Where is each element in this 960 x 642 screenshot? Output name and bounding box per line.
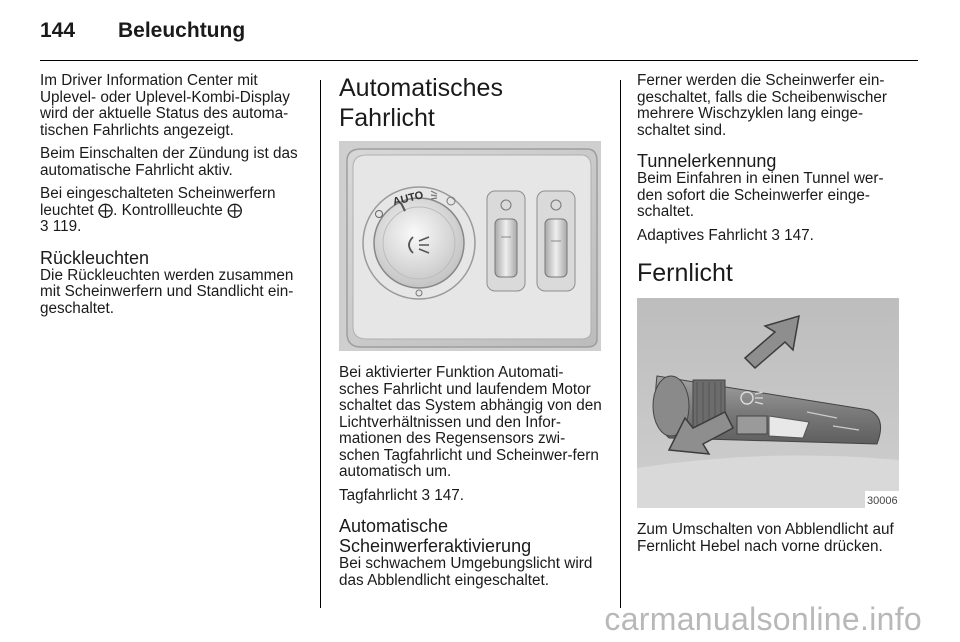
heading-line-2: Scheinwerferaktivierung bbox=[339, 536, 532, 556]
paragraph-wischer: Ferner werden die Scheinwerfer ein-geschaltet, falls die Scheibenwischer mehrere Wischzyklen lang einge-schaltet sind. bbox=[637, 72, 887, 139]
figure-code-30006: 30006 bbox=[867, 495, 898, 507]
page-number: 144 bbox=[40, 19, 76, 42]
heading-fernlicht: Fernlicht bbox=[637, 259, 733, 287]
column-1 bbox=[40, 73, 308, 324]
header-rule bbox=[40, 60, 918, 61]
column-3 bbox=[637, 73, 903, 562]
indicator-line-2: leuchtet ⨁. Kontrollleuchte ⨁ bbox=[40, 201, 243, 219]
heading-automatisches-fahrlicht: Automatisches Fahrlicht bbox=[339, 74, 503, 132]
light-switch-figure bbox=[339, 141, 601, 351]
page-title: Beleuchtung bbox=[118, 19, 246, 42]
paragraph-tagfahrlicht-ref: Tagfahrlicht 3 147. bbox=[339, 486, 465, 504]
heading-line-1: Automatische bbox=[339, 516, 449, 536]
paragraph-abblendlicht: Bei schwachem Umgebungslicht wird das Abblendlicht eingeschaltet. bbox=[339, 555, 593, 589]
heading-tunnelerkennung: Tunnelerkennung bbox=[637, 151, 777, 171]
heading-rueckleuchten: Rückleuchten bbox=[40, 247, 150, 268]
paragraph-tunnel: Beim Einfahren in einen Tunnel wer-den sofort die Scheinwerfer einge-schaltet. bbox=[637, 170, 884, 220]
column-2 bbox=[339, 73, 603, 596]
paragraph-fernlicht-instruction: Zum Umschalten von Abblendlicht auf Fernlicht Hebel nach vorne drücken. bbox=[637, 521, 894, 555]
paragraph-rueckleuchten: Die Rückleuchten werden zusammen mit Scheinwerfern und Standlicht ein-geschaltet. bbox=[40, 266, 294, 317]
paragraph-tagfahrlicht-switch: Bei aktivierter Funktion Automati-sches Fahrlicht und laufendem Motor schaltet das System abhängig von den Lichtverhältnissen und den Infor-mationen des Regensensors zwi-schen Tagfahrlicht und Scheinwer-fern automatisch um. bbox=[339, 364, 602, 480]
indicator-line-1: Bei eingeschalteten Scheinwerfern bbox=[40, 185, 276, 202]
column-divider-2 bbox=[620, 80, 621, 608]
stalk-illustration bbox=[637, 298, 899, 508]
paragraph-dic-status: Im Driver Information Center mit Uplevel- oder Uplevel-Kombi-Display wird der aktuelle Status des automa-tischen Fahrlichts angezeigt. bbox=[40, 72, 290, 139]
auto-label: AUTO bbox=[391, 189, 425, 209]
light-switch-illustration bbox=[339, 141, 601, 351]
page-reference-119: 3 119. bbox=[40, 218, 82, 235]
column-divider-1 bbox=[320, 80, 321, 608]
paragraph-indicator bbox=[40, 186, 308, 236]
paragraph-ignition: Beim Einschalten der Zündung ist das automatische Fahrlicht aktiv. bbox=[40, 145, 298, 179]
footer-watermark: carmanualsonline.info bbox=[604, 601, 922, 637]
stalk-figure bbox=[637, 298, 899, 508]
heading-scheinwerferaktivierung bbox=[339, 516, 603, 556]
paragraph-adaptives-ref: Adaptives Fahrlicht 3 147. bbox=[637, 226, 814, 244]
